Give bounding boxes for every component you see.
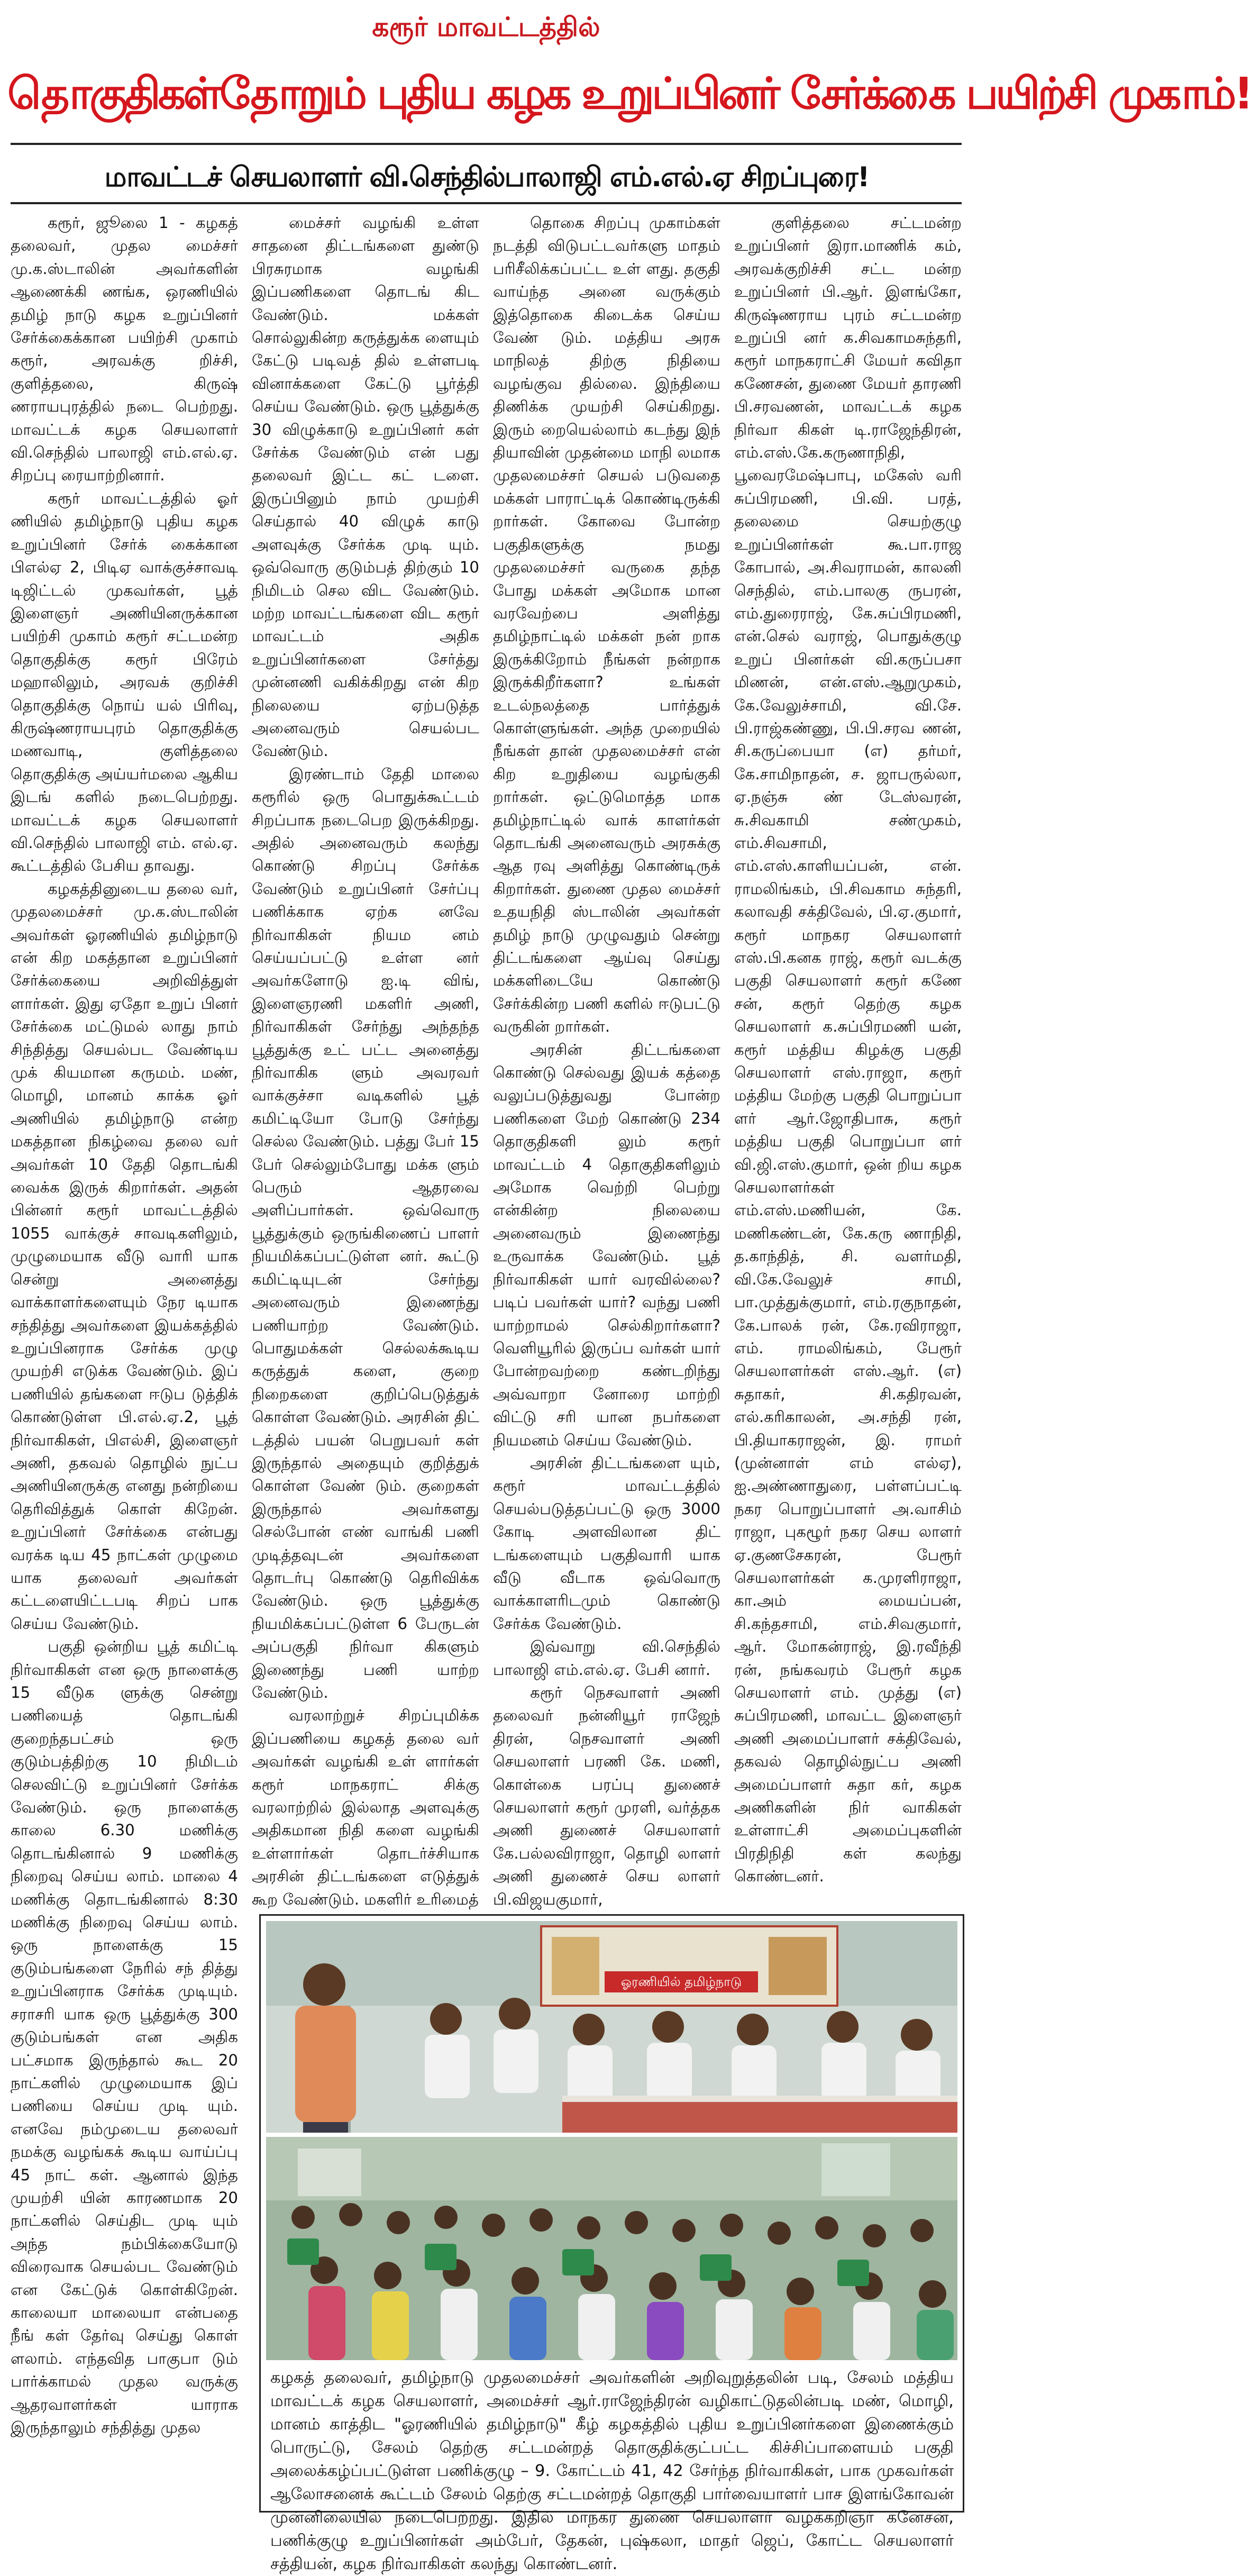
banner-text: ஓரணியில் தமிழ்நாடு	[620, 1974, 742, 1989]
column-4	[734, 212, 962, 1894]
kicker-wrap	[0, 12, 972, 46]
news-photo	[266, 1921, 957, 2360]
paragraph: அரசின் திட்டங்களை கொண்டு செல்வது இயக் கத்தை வலுப்படுத்துவது போன்ற பணிகளை மேற் கொண்டு 234 தொகுதிகளி லும் கரூர் மாவட்டம் 4 தொகுதிகளிலும் அமோக வெற்றி பெற்று என்கின்ற நிலையை அனைவரும் இணைந்து உருவாக்க வேண்டும். பூத் நிர்வாகிகள் யார் வரவில்லை? படிப் பவர்கள் யார்? வந்து பணி யாற்றாமல் செல்கிறார்களா? வெளியூரில் இருப்ப வர்கள் யார் போன்றவற்றை கண்டறிந்து அவ்வாறா னோரை மாற்றி விட்டு சரி யான நபர்களை நியமனம் செய்ய வேண்டும்.	[493, 1040, 720, 1449]
paragraph: அரசின் திட்டங்களை யும், கரூர் மாவட்டத்தில் செயல்படுத்தப்பட்டு ஒரு 3000 கோடி அளவிலான திட் டங்களையும் பகுதிவாரி யாக வீடு வீடாக ஒவ்வொரு வாக்காளரிடமும் கொண்டு சேர்க்க வேண்டும்.	[493, 1453, 720, 1633]
meeting-photo-illustration	[266, 1921, 957, 2360]
photo-box	[259, 1914, 964, 2573]
paragraph: இரண்டாம் தேதி மாலை கரூரில் ஒரு பொதுக்கூட்டம் சிறப்பாக நடைபெற இருக்கிறது. அதில் அனைவரும் கலந்து கொண்டு சிறப்பு சேர்க்க வேண்டும் உறுப்பினர் சேர்ப்பு பணிக்காக ஏற்க னவே நிர்வாகிகள் நியம னம் செய்யப்பட்டு உள்ள னர் அவர்களோடு ஐ.டி விங், இளைஞரணி மகளிர் அணி, நிர்வாகிகள் சேர்ந்து அந்தந்த பூத்துக்கு உட் பட்ட அனைத்து நிர்வாகிக ளும் அவரவர் வாக்குச்சா வடிகளில் பூத் கமிட்டியோ போடு சேர்ந்து செல்ல வேண்டும். பத்து பேர் 15 பேர் செல்லும்போது மக்க ளும் பெரும் ஆதரவை அளிப்பார்கள். ஒவ்வொரு பூத்துக்கும் ஒருங்கிணைப் பாளர் நியமிக்கப்பட்டுள்ள னர். கூட்டு கமிட்டியுடன் சேர்ந்து அனைவரும் இணைந்து பணியாற்ற வேண்டும். பொதுமக்கள் செல்லக்கூடிய கருத்துக் களை, குறை நிறைகளை குறிப்பெடுத்துக் கொள்ள வேண்டும். அரசின் திட் டத்தில் பயன் பெறுபவர் கள் இருந்தால் அதையும் குறித்துக் கொள்ள வேண் டும். குறைகள் இருந்தால் அவர்களது செல்போன் எண் வாங்கி பணி முடித்தவுடன் அவர்களை தொடர்பு கொண்டு தெரிவிக்க வேண்டும். ஒரு பூத்துக்கு நியமிக்கப்பட்டுள்ள 6 பேருடன் அப்பகுதி நிர்வா கிகளும் இணைந்து பணி யாற்ற வேண்டும்.	[252, 764, 479, 1701]
paragraph: வரலாற்றுச் சிறப்புமிக்க இப்பணியை கழகத் தலை வர் அவர்கள் வழங்கி உள் ளார்கள் கரூர் மாநகராட் சிக்கு வரலாற்றில் இல்லாத அளவுக்கு அதிகமான நிதி களை வழங்கி உள்ளார்கள் தொடர்ச்சியாக அரசின் திட்டங்களை எடுத்துக் கூற வேண்டும். மகளிர் உரிமைத்	[252, 1706, 479, 1908]
paragraph: கழகத்தினுடைய தலை வர், முதலமைச்சர் மு.க.ஸ்டாலின் அவர்கள் ஓரணியில் தமிழ்நாடு என் கிற மகத்தான உறுப்பினர் சேர்க்கையை அறிவித்துள் ளார்கள். இது ஏதோ உறுப் பினர் சேர்க்கை மட்டுமல் லாது நாம் சிந்தித்து செயல்பட வேண்டிய முக் கியமான கருமம். மண், மொழி, மானம் காக்க ஓர் அணியில் தமிழ்நாடு என்ற மகத்தான நிகழ்வை தலை வர் அவர்கள் 10 தேதி தொடங்கி வைக்க இருக் கிறார்கள். அதன் பின்னர் கரூர் மாவட்டத்தில் 1055 வாக்குச் சாவடிகளிலும், முழுமையாக வீடு வாரி யாக சென்று அனைத்து வாக்காளர்களையும் நேர டியாக சந்தித்து அவர்களை இயக்கத்தில் உறுப்பினராக சேர்க்க முழு முயற்சி எடுக்க வேண்டும். இப் பணியில் தங்களை ஈடுப டுத்திக் கொண்டுள்ள பி.எல்.ஏ.2, பூத் நிர்வாகிகள், பிஎல்சி, இளைஞர் அணி, தகவல் தொழில் நுட்ப அணியினருக்கு எனது நன்றியை தெரிவித்துக் கொள் கிறேன். உறுப்பினர் சேர்க்கை என்பது வரக்க டிய 45 நாட்கள் முழுமை யாக தலைவர் அவர்கள் கட்டளையிட்டபடி சிறப் பாக செய்ய வேண்டும்.	[11, 879, 238, 1633]
paragraph: தொகை சிறப்பு முகாம்கள் நடத்தி விடுபட்டவர்களு மாதம் பரிசீலிக்கப்பட்ட உள் ளது. தகுதி வாய்ந்த அனை வருக்கும் இத்தொகை கிடைக்க செய்ய வேண் டும். மத்திய அரசு மாநிலத் திற்கு நிதியை வழங்குவ தில்லை. இந்தியை திணிக்க முயற்சி செய்கிறது. இரும் றையெல்லாம் கடந்து இந் தியாவின் முதன்மை மாநி லமாக முதலமைச்சர் செயல் படுவதை மக்கள் பாராட்டிக் கொண்டிருக்கி றார்கள். கோவை போன்ற பகுதிகளுக்கு நமது முதலமைச்சர் வருகை தந்த போது மக்கள் அமோக மான வரவேற்பை அளித்து தமிழ்நாட்டில் மக்கள் நன் றாக இருக்கிறோம் நீங்கள் நன்றாக இருக்கிறீர்களா? உங்கள் உடல்நலத்தை பார்த்துக் கொள்ளுங்கள். அந்த முறையில் நீங்கள் தான் முதலமைச்சர் என் கிற உறுதியை வழங்குகி றார்கள். ஒட்டுமொத்த மாக தமிழ்நாட்டில் வாக் காளர்கள் தொடங்கி அனைவரும் அரசுக்கு ஆத ரவு அளித்து கொண்டிருக் கிறார்கள். துணை முதல மைச்சர் உதயநிதி ஸ்டாலின் அவர்கள் தமிழ் நாடு முழுவதும் சென்று திட்டங்களை ஆய்வு செய்து மக்களிடையே கொண்டு சேர்க்கின்ற பணி களில் ஈடுபட்டு வருகின் றார்கள்.	[493, 214, 720, 1036]
paragraph: மைச்சர் வழங்கி உள்ள சாதனை திட்டங்களை துண்டு பிரசுரமாக வழங்கி இப்பணிகளை தொடங் கிட வேண்டும். மக்கள் சொல்லுகின்ற கருத்துக்க ளையும் கேட்டு படிவத் தில் உள்ளபடி வினாக்களை கேட்டு பூர்த்தி செய்ய வேண்டும். ஒரு பூத்துக்கு 30 விழுக்காடு உறுப்பினர் கள் சேர்க்க வேண்டும் என் பது தலைவர் இட்ட கட் டளை. இருப்பினும் நாம் முயற்சி செய்தால் 40 விழுக் காடு அளவுக்கு சேர்க்க முடி யும். ஒவ்வொரு குடும்பத் திற்கும் 10 நிமிடம் செல விட வேண்டும். மற்ற மாவட்டங்களை விட கரூர் மாவட்டம் அதிக உறுப்பினர்களை சேர்த்து முன்னணி வகிக்கிறது என் கிற நிலையை ஏற்படுத்த அனைவரும் செயல்பட வேண்டும்.	[252, 214, 479, 760]
paragraph: கரூர், ஜூலை 1 - கழகத் தலைவர், முதல மைச்சர் மு.க.ஸ்டாலின் அவர்களின் ஆணைக்கி ணங்க, ஒரணியில் தமிழ் நாடு கழக உறுப்பினர் சேர்க்கைக்கான பயிற்சி முகாம் கரூர், அரவக்கு றிச்சி, குளித்தலை, கிருஷ் ணராயபுரத்தில் நடை பெற்றது. மாவட்டக் கழக செயலாளர் வி.செந்தில் பாலாஜி எம்.எல்.ஏ. சிறப்பு ரையாற்றினார்.	[11, 214, 238, 485]
kicker: கரூர் மாவட்டத்தில்	[372, 12, 600, 42]
paragraph: இவ்வாறு வி.செந்தில் பாலாஜி எம்.எல்.ஏ. பேசி னார்.	[493, 1637, 720, 1679]
rule-top	[11, 143, 962, 145]
column-3	[493, 212, 720, 1908]
column-2	[252, 212, 479, 1908]
photo-caption: கழகத் தலைவர், தமிழ்நாடு முதலமைச்சர் அவர்களின் அறிவுறுத்தலின் படி, சேலம் மத்திய மாவட்டக் கழக செயலாளர், அமைச்சர் ஆர்.ராஜேந்திரன் வழிகாட்டுதலின்படி மண், மொழி, மானம் காத்திட "ஓரணியில் தமிழ்நாடு" கீழ் கழகத்தில் புதிய உறுப்பினர்களை இணைக்கும் பொருட்டு, சேலம் தெற்கு சட்டமன்றத் தொகுதிக்குட்பட்ட கிச்சிப்பாளையம் பகுதி அலைக்கழ்ப்பட்டுள்ள பணிக்குழு – 9. கோட்டம் 41, 42 சேர்ந்த நிர்வாகிகள், பாக முகவர்கள் ஆலோசனைக் கூட்டம் சேலம் தெற்கு சட்டமன்றத் தொகுதி பார்வையாளர் பாச இளங்கோவன் முன்னிலையில் நடைபெற்றது. இதில் மாநகர துணை செயலாளர் வழக்கறிஞர் கனேசன், பணிக்குழு உறுப்பினர்கள் அம்பேர், தேகன், புஷ்கலா, மாதர் ஜெப், கோட்ட செயலாளர் சத்தியன், கழக நிர்வாகிகள் கலந்து கொண்டனர்.	[270, 2369, 954, 2573]
rule-sub	[11, 202, 962, 204]
headline: தொகுதிகள்தோறும் புதிய கழக உறுப்பினர் சேர்க்கை பயிற்சி முகாம்!	[7, 69, 1251, 119]
paragraph: பகுதி ஒன்றிய பூத் கமிட்டி நிர்வாகிகள் என ஒரு நாளைக்கு 15 வீடுக ளுக்கு சென்று பணியைத் தொடங்கி குறைந்தபட்சம் ஒரு குடும்பத்திற்கு 10 நிமிடம் செலவிட்டு உறுப்பினர் சேர்க்க வேண்டும். ஒரு நாளைக்கு காலை 6.30 மணிக்கு தொடங்கினால் 9 மணிக்கு நிறைவு செய்ய லாம். மாலை 4 மணிக்கு தொடங்கினால் 8:30 மணிக்கு நிறைவு செய்ய லாம். ஒரு நாளைக்கு 15 குடும்பங்களை நேரில் சந் தித்து உறுப்பினராக சேர்க்க முடியும். சராசரி யாக ஒரு பூத்துக்கு 300 குடும்பங்கள் என அதிக பட்சமாக இருந்தால் கூட 20 நாட்களில் முழுமையாக இப் பணியை செய்ய முடி யும். எனவே நம்முடைய தலைவர் நமக்கு வழங்கக் கூடிய வாய்ப்பு 45 நாட் கள். ஆனால் இந்த முயற்சி யின் காரணமாக 20 நாட்களில் செய்திட முடி யும் அந்த நம்பிக்கையோடு விரைவாக செயல்பட வேண்டும் என கேட்டுக் கொள்கிறேன். காலையா மாலையா என்பதை நீங் கள் தேர்வு செய்து கொள் ளலாம். எந்தவித பாகுபா டும் பார்க்காமல் முதல வருக்கு ஆதரவாளர்கள் யாராக இருந்தாலும் சந்தித்து முதல	[11, 1637, 238, 2436]
subhead: மாவட்டச் செயலாளர் வி.செந்தில்பாலாஜி எம்.எல்.ஏ சிறப்புரை!	[104, 161, 869, 193]
column-1	[11, 212, 238, 2502]
paragraph: கரூர் மாவட்டத்தில் ஓர் ணியில் தமிழ்நாடு புதிய கழக உறுப்பினர் சேர்க் கைக்கான பிஎல்ஏ 2, பிடிஏ வாக்குச்சாவடி டிஜிட்டல் முகவர்கள், பூத் இளைஞர் அணியினருக்கான பயிற்சி முகாம் கரூர் சட்டமன்ற தொகுதிக்கு கரூர் பிரேம் மஹாலிலும், அரவக் குறிச்சி தொகுதிக்கு நொய் யல் பிரிவு, கிருஷ்ணராயபுரம் தொகுதிக்கு மணவாடி, குளித்தலை தொகுதிக்கு அய்யர்மலை ஆகிய இடங் களில் நடைபெற்றது. மாவட்டக் கழக செயலாளர் வி.செந்தில் பாலாஜி எம். எல்.ஏ. கூட்டத்தில் பேசிய தாவது.	[11, 489, 238, 875]
paragraph: கரூர் நெசவாளர் அணி தலைவர் நன்னியூர் ராஜேந் திரன், நெசவாளர் அணி செயலாளர் பரணி கே. மணி, கொள்கை பரப்பு துணைச் செயலாளர் கரூர் முரளி, வர்த்தக அணி துணைச் செயலாளர் கே.பல்லவிராஜா, தொழி லாளர் அணி துணைச் செய லாளர் பி.விஜயகுமார்,	[493, 1683, 720, 1908]
paragraph: குளித்தலை சட்டமன்ற உறுப்பினர் இரா.மாணிக் கம், அரவக்குறிச்சி சட்ட மன்ற உறுப்பினர் பி.ஆர். இளங்கோ, கிருஷ்ணராய புரம் சட்டமன்ற உறுப்பி னர் க.சிவகாமசுந்தரி, கரூர் மாநகராட்சி மேயர் கவிதா கணேசன், துணை மேயர் தாரணி பி.சரவணன், மாவட்டக் கழக நிர்வா கிகள் டி.ராஜேந்திரன், எம்.எஸ்.கே.கருணாநிதி, பூவைரமேஷ்பாபு, மகேஸ் வரி சுப்பிரமணி, பி.வி. பரத், தலைமை செயற்குழு உறுப்பினர்கள் கூ.பா.ராஜ கோபால், அ.சிவராமன், காலனி செந்தில், எம்.பாலகு ருபரன், எம்.துரைராஜ், கே.சுப்பிரமணி, என்.செல் வராஜ், பொதுக்குழு உறுப் பினர்கள் வி.கருப்பசா மிணன், என்.எஸ்.ஆறுமுகம், கே.வேலுச்சாமி, வி.சே. பி.ராஜ்கண்ணு, பி.பி.சரவ ணன், சி.கருப்பையா (எ) தர்மர், கே.சாமிநாதன், ச. ஜாபருல்லா, ஏ.நஞ்சு ண் டேஸ்வரன், சு.சிவகாமி சண்முகம், எம்.சிவசாமி, எம்.எஸ்.காளியப்பன், என். ராமலிங்கம், பி.சிவகாம சுந்தரி, கலாவதி சக்திவேல், பி.ஏ.குமார், கரூர் மாநகர செயலாளர் எஸ்.பி.கனக ராஜ், கரூர் வடக்கு பகுதி செயலாளர் கரூர் கணே சன், கரூர் தெற்கு கழக செயலாளர் க.சுப்பிரமணி யன், கரூர் மத்திய கிழக்கு பகுதி செயலாளர் எஸ்.ராஜா, கரூர் மத்திய மேற்கு பகுதி பொறுப்பா ளர் ஆர்.ஜோதிபாசு, கரூர் மத்திய பகுதி பொறுப்பா ளர் வி.ஜி.எஸ்.குமார், ஒன் றிய கழக செயலாளர்கள் எம்.எஸ்.மணியன், கே. மணிகண்டன், கே.கரு ணாநிதி, த.காந்தித், சி. வளர்மதி, வி.கே.வேலுச் சாமி, பா.முத்துக்குமார், எம்.ரகுநாதன், கே.பாலக் ரன், கே.ரவிராஜா, எம். ராமலிங்கம், பேரூர் செயலாளர்கள் எஸ்.ஆர். (எ) சுதாகர், சி.கதிரவன், எல்.கரிகாலன், அ.சந்தி ரன், பி.தியாகராஜன், இ. ராமர் (முன்னாள் எம் எல்ஏ), ஐ.அண்ணாதுரை, பள்ளப்பட்டி நகர பொறுப்பாளர் அ.வாசிம் ராஜா, புகழூர் நகர செய லாளர் ஏ.குணசேகரன், பேரூர் செயலாளர்கள் க.முரளிராஜா, கா.அம் மையப்பன், சி.கந்தசாமி, எம்.சிவகுமார், ஆர். மோகன்ராஜ், இ.ரவீந்தி ரன், நங்கவரம் பேரூர் கழக செயலாளர் எம். முத்து (எ) சுப்பிரமணி, மாவட்ட இளைஞர் அணி அமைப்பாளர் சக்திவேல், தகவல் தொழில்நுட்ப அணி அமைப்பாளர் சுதா கர், கழக அணிகளின் நிர் வாகிகள் உள்ளாட்சி அமைப்புகளின் பிரதிநிதி கள் கலந்து கொண்டனர்.	[734, 214, 962, 1886]
